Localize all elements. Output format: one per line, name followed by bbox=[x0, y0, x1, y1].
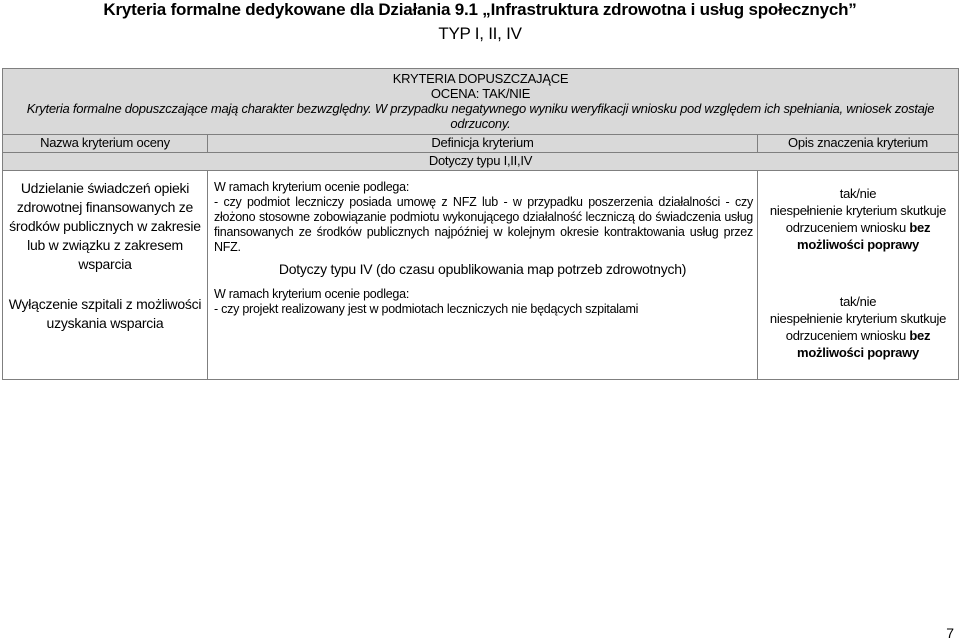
column-header-description: Opis znaczenia kryterium bbox=[758, 135, 959, 153]
intro-text-line1: Kryteria formalne dopuszczające mają charakter bezwzględny. W przypadku negatywnego wyniku weryfikacji wniosku pod względem ich spełniania, wniosek zostaje bbox=[26, 101, 935, 116]
intro-text-line2: odrzucony. bbox=[450, 116, 511, 131]
yes-no-label-1: tak/nie bbox=[839, 186, 877, 201]
type-iv-subheading: Dotyczy typu IV (do czasu opublikowania map potrzeb zdrowotnych) bbox=[278, 261, 687, 277]
yes-no-label-2: tak/nie bbox=[839, 294, 877, 309]
table-bottom-spacer-2 bbox=[208, 361, 758, 380]
description-bold-1: bez możliwości poprawy bbox=[797, 220, 931, 252]
table-bottom-spacer-1 bbox=[3, 361, 208, 380]
description-text-2: niespełnienie kryterium skutkuje odrzuceniem wniosku bbox=[769, 311, 947, 343]
criteria-descriptions-cell bbox=[758, 171, 959, 362]
table-bottom-spacer-3 bbox=[758, 361, 959, 380]
description-bold-2: bez możliwości poprawy bbox=[797, 328, 931, 360]
criteria-table bbox=[2, 68, 959, 380]
criteria-names-cell bbox=[3, 171, 208, 362]
definition-intro-1: W ramach kryterium ocenie podlega: bbox=[214, 180, 410, 194]
rating-label: OCENA: TAK/NIE bbox=[430, 86, 531, 101]
definition-text-1: - czy podmiot leczniczy posiada umowę z NFZ lub - w przypadku poszerzenia działalności - czy złożono stosowne zobowiązanie podmiotu wykonującego działalność leczniczą do świadczenia usług finansowanych ze środków publicznych najpóźniej w kolejnym okresie kontraktowania usług przez NFZ. bbox=[214, 195, 753, 254]
criteria-heading: KRYTERIA DOPUSZCZAJĄCE bbox=[392, 71, 569, 86]
type-row-label: Dotyczy typu I,II,IV bbox=[3, 153, 959, 171]
criterion-definition-1 bbox=[208, 171, 757, 255]
criterion-description-2 bbox=[758, 285, 958, 361]
page-number: 7 bbox=[946, 625, 954, 641]
document-subtitle: TYP I, II, IV bbox=[438, 24, 522, 43]
column-header-name: Nazwa kryterium oceny bbox=[3, 135, 208, 153]
criterion-description-1 bbox=[758, 171, 958, 285]
document-title: Kryteria formalne dedykowane dla Działania 9.1 „Infrastruktura zdrowotna i usług społecznych” bbox=[103, 0, 857, 19]
criterion-name-2: Wyłączenie szpitali z możliwości uzyskania wsparcia bbox=[8, 296, 202, 331]
description-text-1: niespełnienie kryterium skutkuje odrzuceniem wniosku bbox=[769, 203, 947, 235]
definition-intro-2: W ramach kryterium ocenie podlega: bbox=[214, 287, 410, 301]
column-header-definition: Definicja kryterium bbox=[208, 135, 758, 153]
criterion-definition-2 bbox=[208, 284, 757, 317]
criteria-header bbox=[3, 69, 959, 135]
criteria-definitions-cell bbox=[208, 171, 758, 362]
definition-text-2: - czy projekt realizowany jest w podmiotach leczniczych nie będących szpitalami bbox=[214, 302, 639, 316]
criterion-name-1: Udzielanie świadczeń opieki zdrowotnej finansowanych ze środków publicznych w zakresie lub w związku z zakresem wsparcia bbox=[9, 180, 201, 272]
